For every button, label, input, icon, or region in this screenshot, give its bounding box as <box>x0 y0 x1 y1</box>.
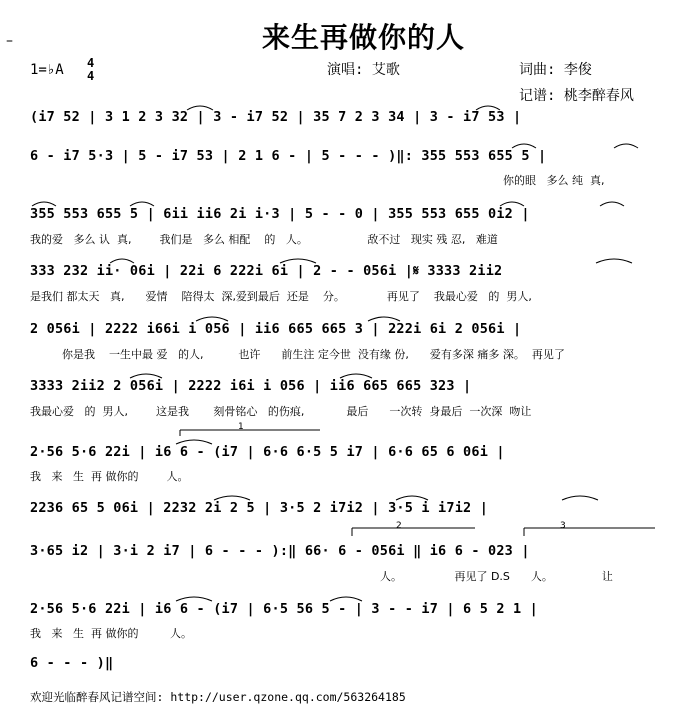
slur <box>187 106 213 110</box>
volta-1-label: 1 <box>238 422 244 432</box>
lyrics-row-9: 人。 再见了 D.S 人。 让 <box>380 570 613 583</box>
meter-bottom: 4 <box>87 69 95 83</box>
slur <box>368 317 400 321</box>
slur <box>562 496 598 500</box>
lyrics-row-5: 你是我 一生中最 爱 的人, 也许 前生注 定今世 没有缘 份, 爱有多深 痛多 深。 再见了 <box>62 348 565 361</box>
writer-credit: 词曲: 李俊 <box>519 62 592 78</box>
slur <box>476 106 500 110</box>
slur <box>196 317 228 321</box>
slur <box>340 374 372 378</box>
lyrics-row-2: 你的眼 多么 纯 真, <box>503 174 605 187</box>
slur-arcs <box>32 106 638 601</box>
volta-3-label: 3 <box>560 521 566 531</box>
singer-credit: 演唱: 艾歌 <box>327 62 400 78</box>
volta-2-bracket <box>352 528 475 536</box>
score-row-5: 2 056i | 2222 i66i i 056 | ii6 665 665 3 | 222i 6i 2 056i | <box>30 321 522 337</box>
volta-3-bracket <box>524 528 655 536</box>
transcriber-credit: 记谱: 桃李醉春风 <box>519 88 634 104</box>
slur <box>280 259 316 263</box>
volta-2-label: 2 <box>396 521 402 531</box>
slur <box>130 202 154 206</box>
meter-top: 4 <box>87 56 95 70</box>
score-row-9: 3·65 i2 | 3·i 2 i7 | 6 - - - ):‖ 66· 6 - 056i ‖ i6 6 - 023 | <box>30 543 530 559</box>
slur <box>176 440 212 444</box>
slur <box>600 202 624 206</box>
slur <box>130 374 162 378</box>
lyrics-row-6: 我最心爱 的 男人, 这是我 刻骨铭心 的伤痕, 最后 一次转 身最后 一次深 吻让 <box>30 405 532 418</box>
score-row-11: 6 - - - )‖ <box>30 655 114 671</box>
lyrics-row-4: 是我们 都太天 真, 爱情 陪得太 深,爱到最后 还是 分。 再见了 我最心爱 的 男人, <box>30 290 532 303</box>
slur <box>512 144 536 148</box>
score-row-10: 2·56 5·6 22i | i6 6 - (i7 | 6·5 56 5 - | 3 - - i7 | 6 5 2 1 | <box>30 601 538 617</box>
lyrics-row-7: 我 来 生 再 做你的 人。 <box>30 470 189 483</box>
score-row-8: 2236 65 5 06i | 2232 2i 2 5 | 3·5 2 i7i2 | 3·5 i i7i2 | <box>30 500 489 516</box>
volta-1-bracket <box>180 430 320 436</box>
slur <box>110 259 134 263</box>
slur <box>32 202 56 206</box>
slur <box>214 496 250 500</box>
slur <box>396 496 428 500</box>
corner-dash: – <box>6 33 13 49</box>
score-row-4: 333 232 ii· 06i | 22i 6 222i 6i | 2 - - 056i |𝄋 3333 2ii2 <box>30 263 503 279</box>
song-title: 来生再做你的人 <box>262 21 466 54</box>
score-row-6: 3333 2ii2 2 056i | 2222 i6i i 056 | ii6 665 665 323 | <box>30 378 472 394</box>
slur <box>176 597 212 601</box>
volta-brackets <box>180 430 655 536</box>
slur <box>500 202 524 206</box>
footer-note: 欢迎光临醉春风记谱空间: http://user.qzone.qq.com/563264185 <box>30 690 406 704</box>
lyrics-row-10: 我 来 生 再 做你的 人。 <box>30 627 192 640</box>
slur <box>330 597 362 601</box>
score-row-1: (i7 52 | 3 1 2 3 32 | 3 - i7 52 | 35 7 2 3 34 | 3 - i7 53 | <box>30 109 522 125</box>
score-row-3: 355 553 655 5 | 6ii iі6 2i i·3 | 5 - - 0 | 355 553 655 0i2 | <box>30 206 530 222</box>
lyrics-row-3: 我的爱 多么 认 真, 我们是 多么 相配 的 人。 敌不过 现实 残 忍, 难道 <box>30 233 498 246</box>
key-signature: 1=♭A <box>30 62 64 78</box>
score-row-7: 2·56 5·6 22i | i6 6 - (i7 | 6·6 6·5 5 i7 | 6·6 65 6 06i | <box>30 444 505 460</box>
slur <box>596 259 632 263</box>
score-row-2: 6 - i7 5·3 | 5 - i7 53 | 2 1 6 - | 5 - - - )‖: 355 553 655 5 | <box>30 148 547 164</box>
slur <box>614 144 638 148</box>
